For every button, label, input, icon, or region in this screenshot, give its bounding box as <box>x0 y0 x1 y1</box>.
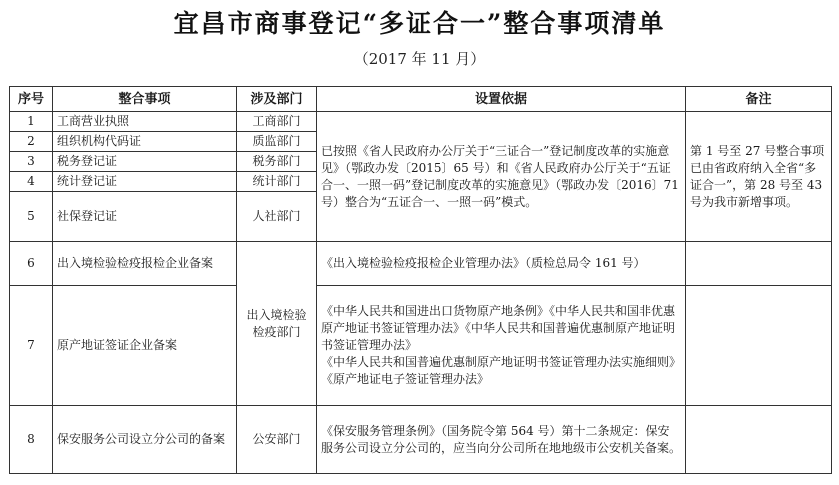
row-dept: 公安部门 <box>237 406 317 474</box>
row-item: 组织机构代码证 <box>53 132 237 152</box>
row-no: 5 <box>10 192 53 242</box>
remark-row-7 <box>686 286 832 406</box>
row-item: 税务登记证 <box>53 152 237 172</box>
table-row <box>10 286 832 406</box>
row-item: 出入境检验检疫报检企业备案 <box>53 242 237 286</box>
page-title: 宜昌市商事登记“多证合一”整合事项清单 <box>173 9 666 38</box>
row-item: 保安服务公司设立分公司的备案 <box>53 406 237 474</box>
header-basis: 设置依据 <box>317 87 686 112</box>
row-no: 7 <box>10 286 53 406</box>
row-no: 6 <box>10 242 53 286</box>
row-item: 原产地证签证企业备案 <box>53 286 237 406</box>
row-no: 4 <box>10 172 53 192</box>
remark-rows-1-5: 第 1 号至 27 号整合事项已由省政府纳入全省“多证合一”，第 28 号至 43 号为我市新增事项。 <box>686 112 832 242</box>
basis-row-6: 《出入境检验检疫报检企业管理办法》（质检总局令 161 号） <box>317 242 686 286</box>
row-dept: 税务部门 <box>237 152 317 172</box>
basis-rows-1-5: 已按照《省人民政府办公厅关于“三证合一”登记制度改革的实施意见》（鄂政办发〔2015〕65 号）和《省人民政府办公厅关于“五证合一、一照一码”登记制度改革的实施意见》（鄂政办发〔2016〕71 号）整合为“五证合一、一照一码”模式。 <box>317 112 686 242</box>
row-item: 社保登记证 <box>53 192 237 242</box>
basis-row-7-line: 《原产地证电子签证管理办法》 <box>321 372 490 386</box>
row-dept-inspection: 出入境检验检疫部门 <box>237 242 317 406</box>
row-no: 3 <box>10 152 53 172</box>
row-dept: 质监部门 <box>237 132 317 152</box>
table-row <box>10 242 832 286</box>
basis-row-8: 《保安服务管理条例》（国务院令第 564 号）第十二条规定：保安服务公司设立分公司的，应当向分公司所在地地级市公安机关备案。 <box>317 406 686 474</box>
row-no: 1 <box>10 112 53 132</box>
row-dept: 统计部门 <box>237 172 317 192</box>
row-no: 8 <box>10 406 53 474</box>
remark-row-6 <box>686 242 832 286</box>
header-no: 序号 <box>10 87 53 112</box>
row-dept: 人社部门 <box>237 192 317 242</box>
row-item: 统计登记证 <box>53 172 237 192</box>
row-item: 工商营业执照 <box>53 112 237 132</box>
row-no: 2 <box>10 132 53 152</box>
row-dept: 工商部门 <box>237 112 317 132</box>
table-header-row <box>10 87 832 112</box>
header-dept: 涉及部门 <box>237 87 317 112</box>
remark-row-8 <box>686 406 832 474</box>
basis-row-7 <box>317 286 686 406</box>
integration-table <box>9 86 832 474</box>
table-row <box>10 406 832 474</box>
header-remark: 备注 <box>686 87 832 112</box>
table-row <box>10 112 832 132</box>
basis-row-7-line: 《中华人民共和国普遍优惠制原产地证明书签证管理办法实施细则》 <box>321 355 682 369</box>
basis-row-7-line: 《中华人民共和国进出口货物原产地条例》《中华人民共和国非优惠原产地证书签证管理办法》《中华人民共和国普遍优惠制原产地证明书签证管理办法》 <box>321 304 676 352</box>
page-subtitle: （2017 年 11 月） <box>353 50 486 68</box>
header-item: 整合事项 <box>53 87 237 112</box>
